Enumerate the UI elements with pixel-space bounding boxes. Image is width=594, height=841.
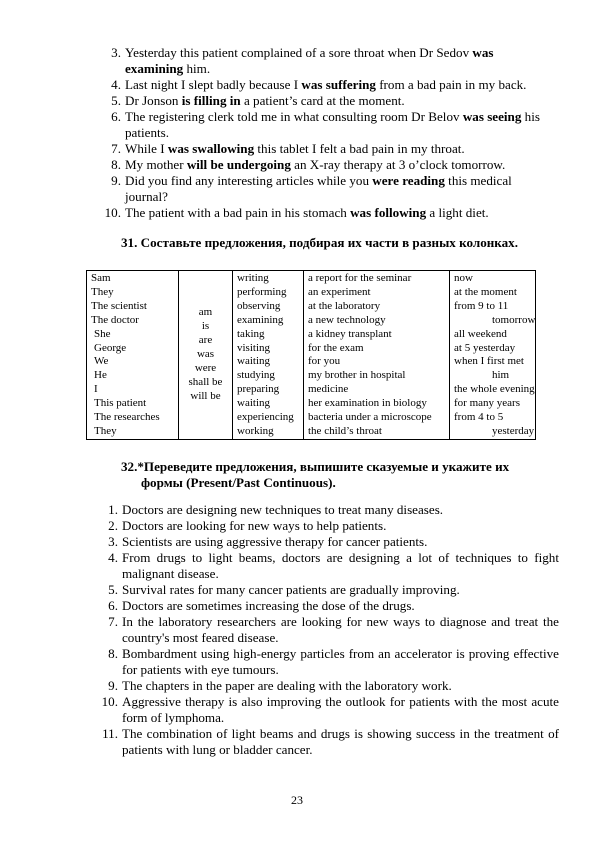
item-number: 6. [111, 109, 121, 124]
sentence-text: a patient’s card at the moment. [240, 93, 405, 108]
auxiliaries-entry: is [201, 320, 210, 333]
item-number: 3. [111, 45, 121, 60]
subjects-entry: They [91, 285, 114, 298]
subjects-entry: The scientist [91, 299, 147, 312]
verb-form: was following [350, 205, 427, 220]
item-number: 3. [108, 534, 118, 549]
times-entry: at the moment [454, 285, 517, 298]
sentence-text: The chapters in the paper are dealing with the laboratory work. [122, 678, 452, 693]
auxiliaries-entry: will be [190, 389, 221, 402]
participles-entry: examining [237, 313, 284, 326]
times-entry: him [492, 369, 510, 382]
participles-entry: visiting [237, 341, 271, 354]
sentence-text: From drugs to light beams, doctors are designing a lot of techniques to fight malignant disease. [122, 550, 559, 581]
participles-entry: waiting [237, 355, 270, 368]
sentence-text: from a bad pain in my back. [375, 77, 527, 92]
sentence-text: My mother [125, 157, 187, 172]
objects-entry: a kidney transplant [308, 327, 392, 340]
sentence-text: Dr Jonson [125, 93, 182, 108]
item-number: 7. [111, 141, 121, 156]
participles-entry: waiting [237, 397, 270, 410]
sentence-item [104, 173, 552, 205]
translation-item [101, 646, 559, 678]
objects-entry: bacteria under a microscope [308, 411, 432, 424]
translation-item [101, 598, 559, 614]
item-number: 4. [108, 550, 118, 565]
times-column [450, 271, 536, 440]
item-number: 10. [104, 205, 121, 220]
sentence-text: Did you find any interesting articles while you [125, 173, 373, 188]
exercise-32-title [121, 459, 558, 491]
translation-item [101, 614, 559, 646]
verb-form: was suffering [301, 77, 376, 92]
item-number: 5. [108, 582, 118, 597]
objects-entry: an experiment [308, 285, 371, 298]
sentence-text: In the laboratory researchers are looking for new ways to diagnose and treat the country's most feared disease. [122, 614, 559, 645]
participles-entry: performing [237, 285, 287, 298]
sentence-text: While I [125, 141, 168, 156]
sentence-text: The registering clerk told me in what consulting room Dr Belov [125, 109, 463, 124]
item-number: 4. [111, 77, 121, 92]
sentence-item [104, 141, 552, 157]
auxiliaries-entry: was [196, 347, 215, 360]
item-number: 9. [108, 678, 118, 693]
auxiliaries-entry: were [194, 361, 217, 374]
times-entry: from 4 to 5 [454, 411, 504, 424]
subjects-entry: We [94, 355, 109, 368]
sentence-text: him. [183, 61, 211, 76]
subjects-entry: The doctor [91, 313, 139, 326]
item-number: 7. [108, 614, 118, 629]
participles-entry: working [237, 424, 274, 437]
sentence-text: an X-ray therapy at 3 o’clock tomorrow. [290, 157, 506, 172]
subjects-entry: She [94, 327, 111, 340]
sentence-text: The patient with a bad pain in his stomach [125, 205, 351, 220]
objects-entry: the child’s throat [308, 424, 382, 437]
sentence-text: Doctors are designing new techniques to treat many diseases. [122, 502, 444, 517]
item-number: 11. [102, 726, 118, 741]
sentence-text: Doctors are sometimes increasing the dose of the drugs. [122, 598, 415, 613]
sentence-text: Yesterday this patient complained of a sore throat when Dr Sedov [125, 45, 473, 60]
objects-column [304, 271, 450, 440]
sentence-text: Last night I slept badly because I [125, 77, 302, 92]
times-entry: tomorrow [492, 313, 536, 326]
item-number: 8. [108, 646, 118, 661]
times-entry: at 5 yesterday [454, 341, 516, 354]
exercise-32-sentence-list [101, 502, 559, 758]
times-entry: for many years [454, 397, 520, 410]
exercise-32-title-line2: формы (Present/Past Continuous). [141, 475, 336, 490]
verb-form: were reading [372, 173, 445, 188]
item-number: 1. [108, 502, 118, 517]
objects-entry: at the laboratory [308, 299, 381, 312]
objects-entry: for you [308, 355, 341, 368]
translation-item [101, 582, 559, 598]
sentence-item [104, 109, 552, 141]
verb-form: is filling in [181, 93, 241, 108]
verb-form: was seeing [462, 109, 522, 124]
participles-column [233, 271, 304, 440]
item-number: 2. [108, 518, 118, 533]
verb-form: will be undergoing [186, 157, 291, 172]
sentence-item [104, 157, 552, 173]
verb-form: was examining [125, 45, 494, 76]
sentence-text: Bombardment using high-energy particles from an accelerator is proving effective for patients with eye tumours. [122, 646, 559, 677]
exercise-31-title: 31. Составьте предложения, подбирая их части в разных колонках. [121, 235, 519, 250]
exercise-30-sentence-list [104, 45, 552, 221]
objects-entry: my brother in hospital [308, 369, 406, 382]
participles-entry: observing [237, 299, 281, 312]
sentence-text: Doctors are looking for new ways to help patients. [122, 518, 387, 533]
times-entry: now [454, 272, 473, 284]
auxiliaries-entry: am [198, 306, 213, 319]
sentence-text: Aggressive therapy is also improving the outlook for patients with the most acute form of lymphoma. [122, 694, 559, 725]
participles-entry: writing [237, 272, 269, 284]
participles-entry: preparing [237, 383, 280, 396]
verb-form: was swallowing [167, 141, 255, 156]
translation-item [101, 678, 559, 694]
times-entry: from 9 to 11 [454, 299, 509, 312]
item-number: 5. [111, 93, 121, 108]
times-entry: the whole evening [454, 383, 535, 396]
translation-item [101, 726, 559, 758]
subjects-entry: He [94, 369, 107, 382]
participles-entry: taking [237, 327, 265, 340]
times-entry: yesterday [492, 424, 535, 437]
auxiliaries-entry: are [198, 334, 213, 347]
sentence-text: a light diet. [426, 205, 489, 220]
subjects-entry: I [94, 383, 98, 396]
subjects-entry: Sam [91, 272, 111, 284]
subjects-entry: This patient [94, 397, 147, 410]
participles-entry: experiencing [237, 411, 294, 424]
item-number: 10. [101, 694, 118, 709]
sentence-item [104, 77, 552, 93]
sentence-item [104, 205, 552, 221]
objects-entry: a new technology [308, 313, 386, 326]
subjects-entry: The researches [94, 411, 160, 424]
times-entry: when I first met [454, 355, 524, 368]
translation-item [101, 518, 559, 534]
auxiliaries-column [179, 271, 233, 440]
sentence-text: this tablet I felt a bad pain in my throat. [254, 141, 465, 156]
exercise-31-table [86, 270, 536, 440]
auxiliaries-entry: shall be [188, 375, 223, 388]
subjects-column [87, 271, 179, 440]
objects-entry: medicine [308, 383, 349, 396]
page-number: 23 [291, 793, 303, 807]
item-number: 9. [111, 173, 121, 188]
sentence-text: this medical journal? [125, 173, 512, 204]
item-number: 6. [108, 598, 118, 613]
sentence-text: The combination of light beams and drugs is showing success in the treatment of patients with lung or bladder cancer. [122, 726, 559, 757]
objects-entry: a report for the seminar [308, 272, 412, 284]
subjects-entry: They [94, 424, 117, 437]
sentence-text: his patients. [125, 109, 540, 140]
item-number: 8. [111, 157, 121, 172]
times-entry: all weekend [454, 327, 507, 340]
sentence-item [104, 93, 552, 109]
objects-entry: her examination in biology [308, 397, 427, 410]
objects-entry: for the exam [308, 341, 364, 354]
translation-item [101, 534, 559, 550]
sentence-item [104, 45, 552, 77]
translation-item [101, 502, 559, 518]
translation-item [101, 550, 559, 582]
subjects-entry: George [94, 341, 127, 354]
translation-item [101, 694, 559, 726]
sentence-text: Scientists are using aggressive therapy for cancer patients. [122, 534, 428, 549]
participles-entry: studying [237, 369, 275, 382]
sentence-text: Survival rates for many cancer patients are gradually improving. [122, 582, 460, 597]
exercise-32-title-line1: 32.*Переведите предложения, выпишите сказуемые и укажите их [121, 459, 510, 474]
